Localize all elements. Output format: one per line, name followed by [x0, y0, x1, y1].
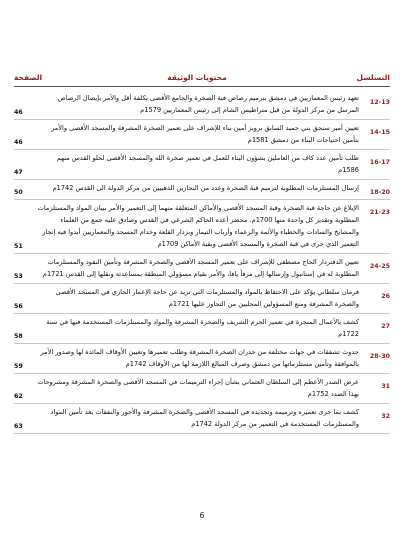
table-row — [14, 284, 390, 314]
row-content: الإبلاغ عن حاجة قبة الصخرة وقبة المسجد الأقصى والأماكن المتعلقة منهما إلى التعمير والأمر ببيان المواد والمستلزمات المطلوبة وتقدير كل واحدة منها 1700م. محضر أعده الحاكم الشرعي في القدس وصادق عليه جمع من العلماء والمشايخ والسادات والخطباء والأئمة والزعماء وأرباب التيمار وبزدار القلعة وخدام المسجد والمعماريين أيدوا فيه إنجاز التعمير الذي جرى في قبة الصخرة والمسجد الأقصى وبقية الأماكن 1709م — [37, 204, 359, 248]
content-column-header: محتويات الوثيقة — [167, 72, 227, 82]
row-page: 53 — [14, 273, 23, 280]
table-row — [14, 90, 390, 120]
row-serial: 31 — [381, 383, 390, 390]
page-column-header: الصفحة — [14, 72, 43, 82]
row-page: 46 — [14, 109, 23, 116]
table-row — [14, 254, 390, 284]
table-row — [14, 314, 390, 344]
table-header — [14, 70, 390, 84]
table-row — [14, 200, 390, 254]
contents-table — [14, 90, 390, 434]
row-page: 51 — [14, 243, 23, 250]
row-content: فرمان سلطاني يؤكد على الاحتفاظ بالمواد والمستلزمات التي تزيد عن حاجة الإعمار الجاري في المسجد الأقصى والصخرة المشرفة ومنع المسؤولين المحليين من التجاوز عليها 1721م — [55, 288, 359, 308]
row-content: حدوث تشققات في جهات مختلفة من جدران الصخرة المشرفة وطلب تعميرها وتعيين الأوقاف المائدة لها وصدور الأمر بالموافقة وتأمين مستلزماتها من دمشق وصرف المبالغ اللازمة لها من الأوقاف 1742م — [40, 348, 359, 368]
row-page: 47 — [14, 169, 23, 176]
row-page: 56 — [14, 303, 23, 310]
row-content: كشف بما جرى تعميره وترميمه وتجديده في المسجد الأقصى والصخرة المشرفة والأجور والنفقات بعد تأمين المواد والمستلزمات المستخدمة في التعمير من مركز الدولة 1742م — [50, 408, 359, 428]
row-page: 58 — [14, 333, 23, 340]
row-serial: 26 — [381, 293, 390, 300]
row-page: 63 — [14, 423, 23, 430]
row-page: 59 — [14, 363, 23, 370]
serial-column-header: التسلسل — [356, 72, 390, 82]
table-row — [14, 150, 390, 180]
page-number: 6 — [199, 511, 205, 520]
row-serial: 14-15 — [369, 129, 390, 136]
row-serial: 32 — [381, 413, 390, 420]
row-serial: 28-30 — [369, 353, 390, 360]
header-divider — [14, 86, 390, 87]
row-serial: 21-23 — [369, 209, 390, 216]
row-serial: 16-17 — [369, 159, 390, 166]
row-serial: 12-13 — [369, 99, 390, 106]
row-page: 62 — [14, 393, 23, 400]
row-page: 50 — [14, 189, 23, 196]
row-content: تعهد رئيس المعماريين في دمشق بترميم رصاص قبة الصخرة والجامع الأقصى بكلفة أقل والأمر بإيصال الرصاص المرسل من مركز الدولة من قبل متراطيس الشام إلى رئيس المعماريين 1579م — [57, 94, 359, 114]
table-row — [14, 404, 390, 434]
table-row — [14, 180, 390, 200]
row-content: إرسال المستلزمات المطلوبة لترميم قبة الصخرة وعدد من النجارين الذهبيين من مركز الدولة الى القدس 1742م — [52, 184, 359, 192]
row-serial: 27 — [381, 323, 390, 330]
row-content: تعيين أمير سنجق بني حميد السابق برويز أمين بناء للإشراف على تعمير الصخرة المشرفة والمسجد الأقصى والأمر بتأمين احتياجات البناء من دمشق 1581م — [51, 124, 359, 144]
table-row — [14, 344, 390, 374]
row-content: كشف بالأعمال المنجزة في تعمير الحرم الشريف والصخرة المشرفة والمواد والمستلزمات المستخدمة فيها في سنة 1722م — [46, 318, 359, 338]
row-content: تعيين الدفتردار الحاج مصطفى للإشراف على تعمير المسجد الأقصى والصخرة المشرفة وتأمين النقود والمستلزمات المطلوبة له في إستانبول وإرسالها إلى مرفأ يافا، والأمر بقيام مسؤولي المنطقة بمساعدته ونقلها إلى القدس 1721م — [42, 258, 359, 278]
row-content: طلب تأمين عدد كاف من العاملين بشؤون البناء للعمل في تعمير صخرة الله والمسجد الأقصى لحلو القدس منهم 1586م — [56, 154, 359, 174]
table-row — [14, 374, 390, 404]
row-page: 46 — [14, 139, 23, 146]
row-serial: 24-25 — [369, 263, 390, 270]
row-serial: 18-20 — [369, 189, 390, 196]
table-row — [14, 120, 390, 150]
row-content: عرض الصدر الأعظم إلى السلطان العثماني بشأن إجراء الترميمات في المسجد الأقصى والصخرة المشرفة ومشروحات بهذا الصدد 1752م — [37, 378, 359, 398]
